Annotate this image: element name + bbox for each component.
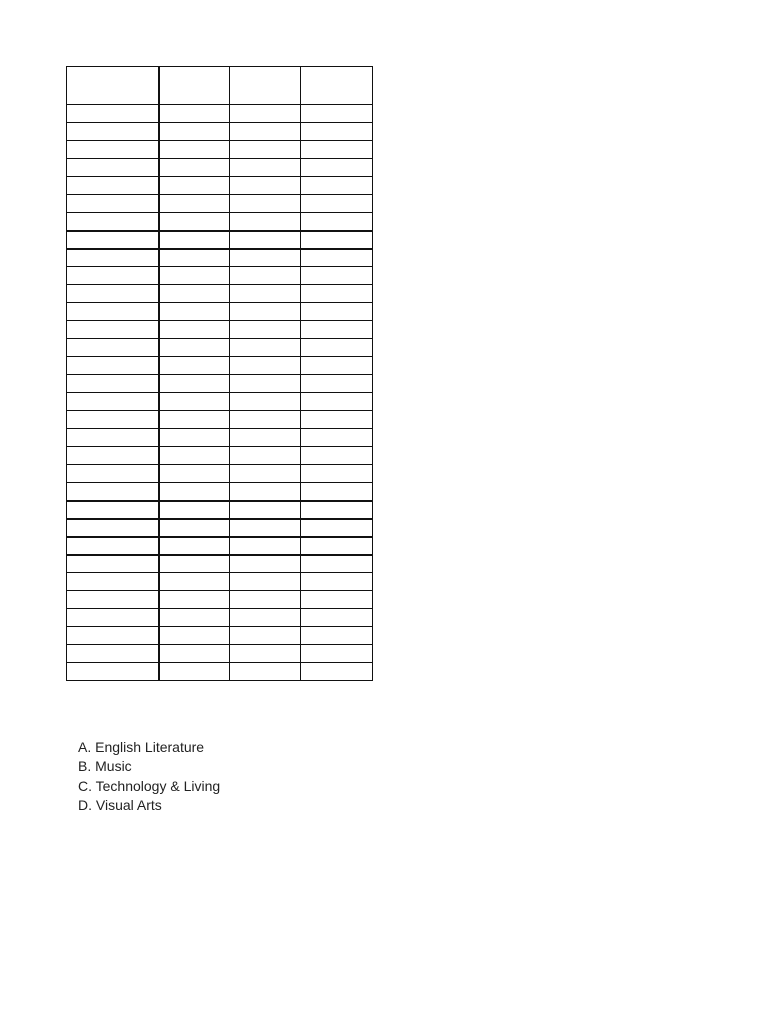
table-cell <box>301 393 373 411</box>
table-row <box>67 645 373 663</box>
table-row <box>67 537 373 555</box>
table-row <box>67 375 373 393</box>
table-cell <box>67 501 159 519</box>
table-cell <box>67 663 159 681</box>
table-cell <box>230 465 301 483</box>
table-cell <box>159 249 230 267</box>
table-cell <box>230 249 301 267</box>
blank-answer-grid <box>66 66 373 681</box>
table-cell <box>301 195 373 213</box>
table-row <box>67 429 373 447</box>
table-cell <box>67 67 159 105</box>
subject-option: D. Visual Arts <box>78 796 162 813</box>
table-row <box>67 339 373 357</box>
table-cell <box>67 447 159 465</box>
table-cell <box>230 339 301 357</box>
table-cell <box>230 357 301 375</box>
table-cell <box>230 375 301 393</box>
table-row <box>67 105 373 123</box>
table-cell <box>301 141 373 159</box>
table-cell <box>230 285 301 303</box>
table-cell <box>67 357 159 375</box>
table-cell <box>67 591 159 609</box>
table-header-row <box>67 67 373 105</box>
table-row <box>67 465 373 483</box>
table-cell <box>67 105 159 123</box>
table-cell <box>159 141 230 159</box>
table-cell <box>301 555 373 573</box>
table-cell <box>301 591 373 609</box>
table-cell <box>230 67 301 105</box>
table-cell <box>67 249 159 267</box>
table-cell <box>159 159 230 177</box>
table-cell <box>159 267 230 285</box>
table-cell <box>301 609 373 627</box>
table-row <box>67 123 373 141</box>
table-cell <box>67 303 159 321</box>
table-cell <box>159 357 230 375</box>
table-cell <box>230 537 301 555</box>
table-cell <box>67 429 159 447</box>
table-cell <box>230 573 301 591</box>
table-row <box>67 195 373 213</box>
table-cell <box>230 519 301 537</box>
table-cell <box>230 483 301 501</box>
table-cell <box>301 267 373 285</box>
table-cell <box>67 483 159 501</box>
table-row <box>67 555 373 573</box>
table-cell <box>67 159 159 177</box>
table-cell <box>301 375 373 393</box>
table-cell <box>159 591 230 609</box>
table-cell <box>301 429 373 447</box>
table-cell <box>159 609 230 627</box>
table-cell <box>159 105 230 123</box>
table-cell <box>230 105 301 123</box>
table-row <box>67 141 373 159</box>
table-cell <box>230 501 301 519</box>
table-cell <box>159 195 230 213</box>
table-cell <box>230 627 301 645</box>
table-cell <box>159 519 230 537</box>
table-cell <box>301 645 373 663</box>
table-cell <box>159 321 230 339</box>
table-cell <box>159 285 230 303</box>
subject-option: B. Music <box>78 758 132 775</box>
table-cell <box>67 465 159 483</box>
table-row <box>67 231 373 249</box>
table-cell <box>301 519 373 537</box>
table-cell <box>159 429 230 447</box>
table-cell <box>67 537 159 555</box>
table-cell <box>67 339 159 357</box>
table-row <box>67 321 373 339</box>
table-cell <box>230 123 301 141</box>
table-cell <box>230 663 301 681</box>
table-row <box>67 303 373 321</box>
table-cell <box>230 321 301 339</box>
table-cell <box>67 555 159 573</box>
table-cell <box>230 141 301 159</box>
table-cell <box>159 447 230 465</box>
table-cell <box>67 645 159 663</box>
table-row <box>67 177 373 195</box>
table-cell <box>230 591 301 609</box>
table-cell <box>301 285 373 303</box>
table-cell <box>301 231 373 249</box>
table-cell <box>159 501 230 519</box>
table-cell <box>230 555 301 573</box>
table-cell <box>67 411 159 429</box>
table-cell <box>159 411 230 429</box>
table-row <box>67 249 373 267</box>
table-cell <box>301 159 373 177</box>
table-row <box>67 213 373 231</box>
table-cell <box>159 375 230 393</box>
table-cell <box>230 447 301 465</box>
table-cell <box>67 627 159 645</box>
table-cell <box>159 483 230 501</box>
table-cell <box>301 303 373 321</box>
table-cell <box>67 393 159 411</box>
table-cell <box>301 465 373 483</box>
table-cell <box>301 123 373 141</box>
table-row <box>67 285 373 303</box>
table-row <box>67 393 373 411</box>
table-cell <box>159 177 230 195</box>
table-cell <box>230 267 301 285</box>
table-cell <box>301 249 373 267</box>
grid-body <box>67 67 373 681</box>
table-row <box>67 267 373 285</box>
table-cell <box>230 393 301 411</box>
table-row <box>67 159 373 177</box>
table-row <box>67 411 373 429</box>
table-cell <box>301 537 373 555</box>
subject-option: C. Technology & Living <box>78 777 221 794</box>
table-row <box>67 483 373 501</box>
table-cell <box>301 339 373 357</box>
table-cell <box>159 303 230 321</box>
table-cell <box>67 177 159 195</box>
table-cell <box>230 303 301 321</box>
table-cell <box>301 573 373 591</box>
table-cell <box>230 159 301 177</box>
table-cell <box>301 483 373 501</box>
table-cell <box>230 195 301 213</box>
subject-options-list <box>78 738 220 815</box>
table-cell <box>67 375 159 393</box>
table-cell <box>230 429 301 447</box>
table-cell <box>67 609 159 627</box>
table-row <box>67 627 373 645</box>
table-cell <box>230 411 301 429</box>
table-cell <box>301 663 373 681</box>
table-row <box>67 501 373 519</box>
table-cell <box>230 231 301 249</box>
table-cell <box>301 447 373 465</box>
table-cell <box>230 177 301 195</box>
table-cell <box>230 609 301 627</box>
table-cell <box>159 663 230 681</box>
subject-option: A. English Literature <box>78 739 205 755</box>
table-cell <box>159 213 230 231</box>
table-cell <box>159 339 230 357</box>
table-cell <box>301 213 373 231</box>
table-cell <box>301 105 373 123</box>
table-row <box>67 663 373 681</box>
table-cell <box>159 393 230 411</box>
table-cell <box>159 627 230 645</box>
table-row <box>67 519 373 537</box>
table-cell <box>159 573 230 591</box>
table-cell <box>67 285 159 303</box>
table-cell <box>159 123 230 141</box>
table-cell <box>67 573 159 591</box>
table-cell <box>301 177 373 195</box>
table-cell <box>301 321 373 339</box>
table-cell <box>230 645 301 663</box>
table-cell <box>67 519 159 537</box>
table-cell <box>301 627 373 645</box>
table-row <box>67 357 373 375</box>
table-row <box>67 591 373 609</box>
table-cell <box>230 213 301 231</box>
table-cell <box>159 645 230 663</box>
table-cell <box>301 411 373 429</box>
table-cell <box>159 537 230 555</box>
table-cell <box>67 231 159 249</box>
table-cell <box>159 555 230 573</box>
table-cell <box>301 67 373 105</box>
table-cell <box>301 357 373 375</box>
table-cell <box>67 123 159 141</box>
table-cell <box>159 231 230 249</box>
table-cell <box>67 195 159 213</box>
table-cell <box>159 67 230 105</box>
table-cell <box>159 465 230 483</box>
table-cell <box>67 321 159 339</box>
table-cell <box>301 501 373 519</box>
table-cell <box>67 141 159 159</box>
table-row <box>67 447 373 465</box>
table-cell <box>67 213 159 231</box>
table-row <box>67 573 373 591</box>
table-row <box>67 609 373 627</box>
table-cell <box>67 267 159 285</box>
